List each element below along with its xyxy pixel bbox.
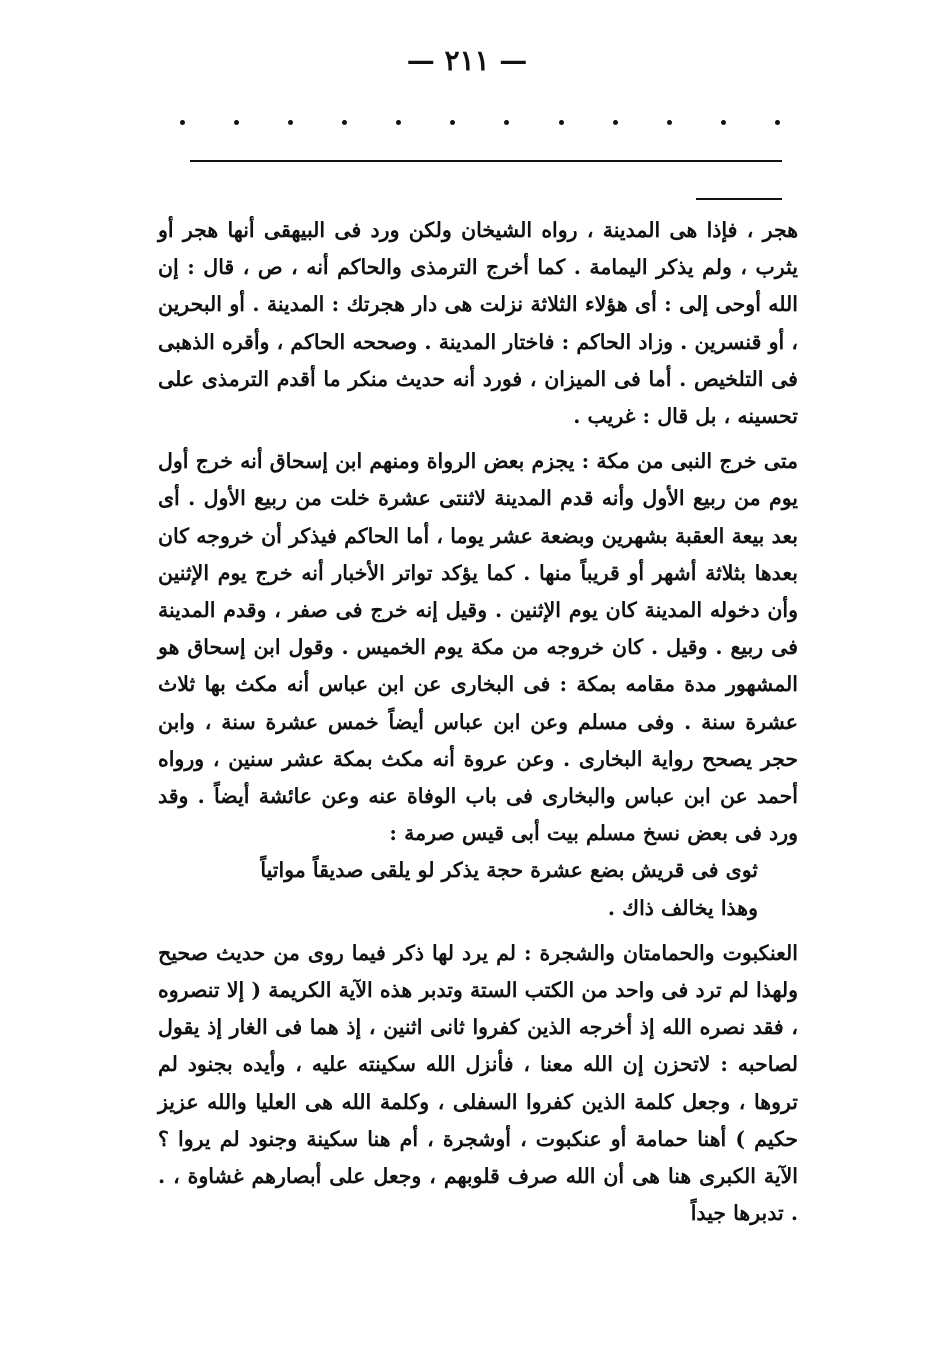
- ornament-dot: [775, 120, 780, 125]
- ornament-dot: [450, 120, 455, 125]
- ornament-dot: [667, 120, 672, 125]
- verse-note: وهذا يخالف ذاك .: [607, 895, 758, 920]
- paragraph-spider-doves: العنكبوت والحمامتان والشجرة : لم يرد لها ذكر فيما روى من حديث صحيح ولهذا لم ترد فى واحد من الكتب الستة وتدبر هذه الآية الكريمة ( إلا تنصروه ، فقد نصره الله إذ أخرجه الذين كفروا ثانى اثنين ، إذ هما فى الغار إذ يقول لصاحبه : لاتحزن إن الله معنا ، فأنزل الله سكينته عليه ، وأيده بجنود لم تروها ، وجعل كلمة الذين كفروا السفلى ، وكلمة الله هى العليا والله عزيز حكيم ) أهنا حمامة أو عنكبوت ، أوشجرة ، أم هنا سكينة وجنود لم يروا ؟ الآية الكبرى هنا هى أن الله صرف قلوبهم ، وجعل على أبصارهم غشاوة ، . . تدبرها جيداً: [158, 940, 798, 1226]
- separator-rule: [190, 160, 782, 162]
- ornament-dot: [342, 120, 347, 125]
- footnote-rule: [696, 198, 782, 200]
- ornament-dot: [396, 120, 401, 125]
- paragraph-departure-date: متى خرج النبى من مكة : يجزم بعض الرواة ومنهم ابن إسحاق أنه خرج أول يوم من ربيع الأول وأنه قدم المدينة لاثنتى عشرة خلت من ربيع الأول . أى بعد بيعة العقبة بشهرين وبضعة عشر يوما ، أما الحاكم فيذكر أن خروجه كان بعدها بثلاثة أشهر أو قريباً منها . كما يؤكد تواتر الأخبار أنه خرج يوم الإثنين وأن دخوله المدينة كان يوم الإثنين . وقيل إنه خرج فى صفر ، وقدم المدينة فى ربيع . وقيل . كان خروجه من مكة يوم الخميس . وقول ابن إسحاق هو المشهور مدة مقامه بمكة : فى البخارى عن ابن عباس أنه مكث بها ثلاث عشرة سنة . وفى مسلم وعن ابن عباس أيضاً خمس عشرة سنة ، وابن حجر يصحح رواية البخارى . وعن عروة أنه مكث بمكة عشر سنين ، ورواه أحمد عن ابن عباس والبخارى فى باب الوفاة عنه وعن عائشة أيضاً . وقد ورد فى بعض نسخ مسلم بيت أبى قيس صرمة :: [158, 449, 798, 846]
- ornament-dot: [721, 120, 726, 125]
- ornament-dot: [180, 120, 185, 125]
- ornament-dot: [504, 120, 509, 125]
- body-text: [158, 212, 798, 1232]
- ornament-dot: [613, 120, 618, 125]
- verse-line: ثوى فى قريش بضع عشرة حجة يذكر لو يلقى صديقاً مواتياً: [260, 858, 758, 883]
- paragraph-hijra-place: هجر ، فإذا هى المدينة ، رواه الشيخان ولكن ورد فى البيهقى أنها هجر أو يثرب ، ولم يذكر اليمامة . كما أخرج الترمذى والحاكم أنه ، ص ، قال : إن الله أوحى إلى : أى هؤلاء الثلاثة نزلت هى دار هجرتك : المدينة . أو البحرين ، أو قنسرين . وزاد الحاكم : فاختار المدينة . وصححه الحاكم ، وأقره الذهبى فى التلخيص . أما فى الميزان ، فورد أنه حديث منكر ما أقدم الترمذى على تحسينه ، بل قال : غريب .: [158, 218, 798, 429]
- page-number: — ٢١١ —: [406, 44, 528, 77]
- ornament-dot: [234, 120, 239, 125]
- poem-verse: [158, 852, 798, 926]
- ornament-dots: [180, 120, 780, 125]
- ornament-dot: [559, 120, 564, 125]
- ornament-dot: [288, 120, 293, 125]
